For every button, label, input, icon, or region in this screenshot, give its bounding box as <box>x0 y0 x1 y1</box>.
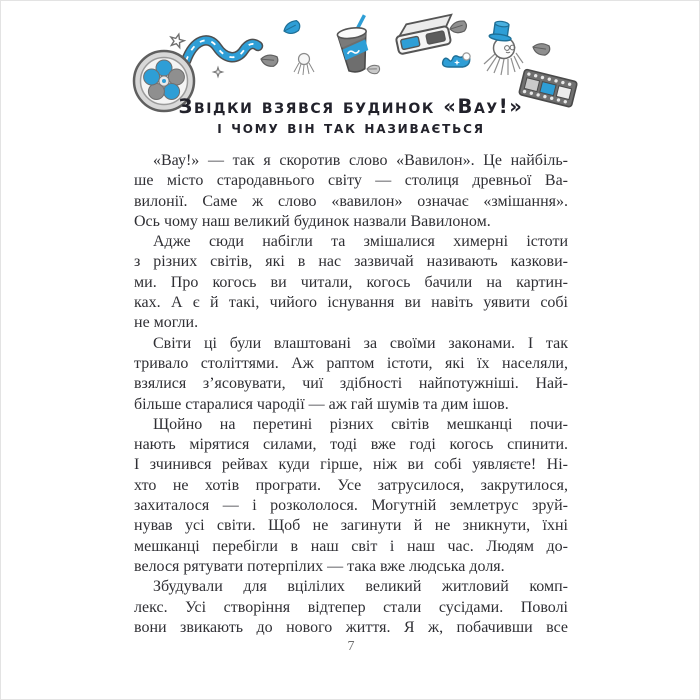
elf-shoe-icon <box>443 53 471 67</box>
dandelion-icon <box>294 54 314 76</box>
leaf-blue-icon <box>282 20 301 36</box>
text-line: ми. Про когось ви читали, когось бачили на картин- <box>134 273 568 291</box>
text-line: вилонії. Саме ж слово «вавилон» означає «змішання». <box>134 192 568 210</box>
text-line: ше місто стародавнього світу — столиця древньої Ва- <box>134 172 568 190</box>
text-line: нають мірятися силами, тоді вже годі когось спинити. <box>134 436 568 454</box>
text-line: Адже сюди набігли та змішалися химерні істоти <box>153 233 568 251</box>
text-line: взялися з’ясовувати, чиї здібності найпотужніші. Най- <box>134 375 568 393</box>
text-line: захиталося — і розкололося. Могутній землетрус зруй- <box>134 497 568 515</box>
text-line: «Вау!» — так я скоротив слово «Вавилон». Це найбіль- <box>153 152 568 169</box>
page-number: 7 <box>347 639 355 654</box>
text-line: нував усі світи. Щоб не загинути й не зникнути, їхні <box>134 517 568 535</box>
text-line: Збудували для вцілілих великий житловий комп- <box>153 578 568 596</box>
leaf-gray-icon-3 <box>531 41 550 57</box>
spider-in-top-hat-icon <box>484 20 523 75</box>
text-line: лекс. Усі створіння відтепер стали сусідами. Поволі <box>134 598 568 616</box>
text-line: І зчинився рейвах куди гірше, ніж ви собі уявляєте! Ні- <box>134 456 568 474</box>
film-ribbon-icon <box>186 40 258 61</box>
paragraph <box>134 577 568 638</box>
text-line: тривало століттями. Аж раптом істоти, які їх населяли, <box>134 354 568 372</box>
body-text <box>134 151 568 638</box>
paragraph <box>134 334 568 415</box>
text-line: хто не хотів програти. Усе затрусилося, закрутилося, <box>134 476 568 494</box>
text-line: більше старалися чародії — аж гай шумів та дим ішов. <box>134 395 509 413</box>
paragraph <box>134 151 568 232</box>
text-line: ках. А є й такі, чийого існування ви навіть уявити собі <box>134 294 568 312</box>
chapter-title-line1: Звідки взявся будинок «Вау!» <box>178 95 524 118</box>
text-line: з різних світів, які в нас зазвичай називають казкови- <box>134 253 568 271</box>
leaf-gray-icon <box>260 53 279 68</box>
chapter-title <box>1 95 700 139</box>
paragraph <box>134 232 568 333</box>
leaf-gray-icon-2 <box>449 20 467 34</box>
leaf-gray-small-icon <box>366 64 380 74</box>
text-line: мешканці перебігли в наш світ і наш час. Людям до- <box>134 537 568 555</box>
chapter-title-line2: і чому він так називається <box>217 118 485 138</box>
text-line: вони звикають до нового життя. Я ж, побачивши все <box>134 618 568 636</box>
paragraph <box>134 415 568 577</box>
text-line: велося рятувати потерпілих — така вже людська доля. <box>134 557 505 575</box>
text-line: Щойно на перетині різних світів мешканці почи- <box>153 415 568 433</box>
text-line: Світи ці були влаштовані за своїми законами. І так <box>153 334 568 352</box>
star-icon <box>169 32 186 48</box>
text-line: не могли. <box>134 314 199 332</box>
sparkle-star-icon <box>214 68 223 77</box>
3d-glasses-icon <box>394 15 458 55</box>
text-line: Ось чому наш великий будинок назвали Вавилоном. <box>134 212 491 230</box>
drink-cup-icon <box>335 15 372 74</box>
